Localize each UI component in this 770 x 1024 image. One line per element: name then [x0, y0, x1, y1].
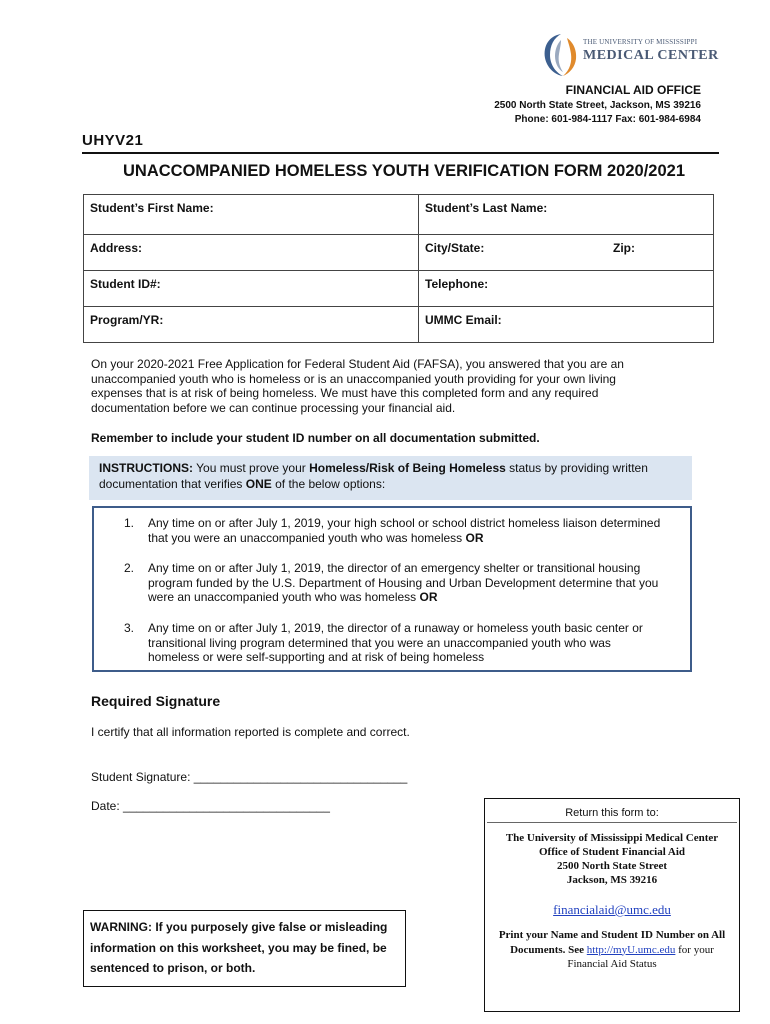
ummc-logo [541, 32, 719, 78]
student-info-table [83, 194, 714, 343]
intro-paragraph: On your 2020-2021 Free Application for Federal Student Aid (FAFSA), you answered that you are an unaccompanied youth who is homeless or is an unaccompanied youth providing for your own living expenses that is at risk of being homeless. We must have this completed form and any required documentation before we can continue processing your financial aid. [91, 357, 624, 415]
header-divider [82, 152, 719, 154]
option-body: Any time on or after July 1, 2019, your high school or school district homeless liaison determined that you were an unaccompanied youth who was homeless [148, 516, 661, 545]
option-body: Any time on or after July 1, 2019, the director of a runaway or homeless youth basic center or transitional living program determined that you were an unaccompanied youth who was homeless or were self-supporting and at risk of being homeless [148, 621, 643, 664]
financial-aid-email-link[interactable]: financialaid@umc.edu [553, 902, 671, 917]
address-field[interactable] [84, 235, 419, 271]
program-field[interactable] [84, 307, 419, 343]
instructions-text-3: of the below options: [271, 476, 386, 491]
office-name: FINANCIAL AID OFFICE [565, 83, 701, 97]
first-name-label: Student’s First Name: [90, 201, 214, 215]
logo-university-text: THE UNIVERSITY OF MISSISSIPPI [583, 38, 698, 46]
office-phone: Phone: 601-984-1117 Fax: 601-984-6984 [514, 114, 701, 125]
myu-link[interactable]: http://myU.umc.edu [586, 943, 676, 956]
option-number: 1. [124, 516, 135, 530]
student-id-label: Student ID#: [90, 277, 161, 291]
first-name-field[interactable] [84, 195, 419, 235]
date-line[interactable]: Date: _______________________________ [91, 799, 330, 813]
form-title: UNACCOMPANIED HOMELESS YOUTH VERIFICATION FORM 2020/2021 [122, 162, 685, 180]
return-note-tail: for your Financial Aid Status [567, 943, 714, 970]
email-label: UMMC Email: [425, 313, 502, 327]
return-address-line: The University of Mississippi Medical Center [505, 832, 719, 844]
email-field[interactable] [419, 307, 714, 343]
remember-note: Remember to include your student ID number on all documentation submitted. [91, 431, 540, 445]
telephone-label: Telephone: [425, 277, 489, 291]
return-address-line: 2500 North State Street [556, 860, 668, 872]
warning-box: WARNING: If you purposely give false or misleading information on this worksheet, you may be fined, be sentenced to prison, or both. [83, 910, 406, 987]
telephone-field[interactable] [419, 271, 714, 307]
instructions-text-2: status by providing written documentation that verifies [99, 461, 648, 491]
certify-statement: I certify that all information reported is complete and correct. [91, 725, 410, 739]
option-text [148, 516, 664, 545]
option-or: OR [419, 590, 438, 604]
city-state-zip-field[interactable] [419, 235, 714, 271]
return-address-line: Office of Student Financial Aid [538, 846, 686, 858]
instructions-box [89, 456, 692, 500]
student-signature-line[interactable]: Student Signature: ________________________________ [91, 770, 408, 784]
instructions-text-1: You must prove your [193, 461, 310, 475]
student-id-field[interactable] [84, 271, 419, 307]
last-name-field[interactable] [419, 195, 714, 235]
option-item [124, 516, 664, 545]
option-number: 3. [124, 621, 135, 635]
option-number: 2. [124, 561, 135, 575]
form-code: UHYV21 [82, 132, 144, 149]
instructions-label: INSTRUCTIONS: [99, 461, 193, 475]
return-address-line: Jackson, MS 39216 [566, 874, 658, 886]
instructions-bold-2: ONE [245, 476, 272, 491]
last-name-label: Student’s Last Name: [425, 201, 548, 215]
signature-heading: Required Signature [91, 693, 221, 709]
option-text [148, 621, 664, 665]
logo-medical-center-text: MEDICAL CENTER [583, 48, 719, 63]
option-item [124, 561, 664, 605]
address-label: Address: [90, 241, 143, 255]
logo-mark-icon [541, 32, 581, 78]
options-box [92, 506, 692, 672]
city-state-label: City/State: [425, 241, 485, 255]
return-divider [487, 822, 737, 823]
return-heading: Return this form to: [565, 807, 659, 819]
program-label: Program/YR: [90, 313, 164, 327]
instructions-bold-1: Homeless/Risk of Being Homeless [309, 461, 506, 475]
return-address [485, 831, 739, 887]
option-body: Any time on or after July 1, 2019, the director of an emergency shelter or transitional housing program funded by the U.S. Department of Housing and Urban Development determine that you were an unaccompanied youth who was homeless [148, 561, 659, 604]
office-address: 2500 North State Street, Jackson, MS 39216 [494, 100, 701, 111]
option-item [124, 621, 664, 665]
option-text [148, 561, 664, 605]
return-form-box [484, 798, 740, 1012]
return-note [495, 928, 729, 972]
zip-label: Zip: [613, 241, 635, 255]
option-or: OR [465, 530, 484, 545]
return-note-bold: Print your Name and Student ID Number on All Documents. See [498, 929, 726, 956]
